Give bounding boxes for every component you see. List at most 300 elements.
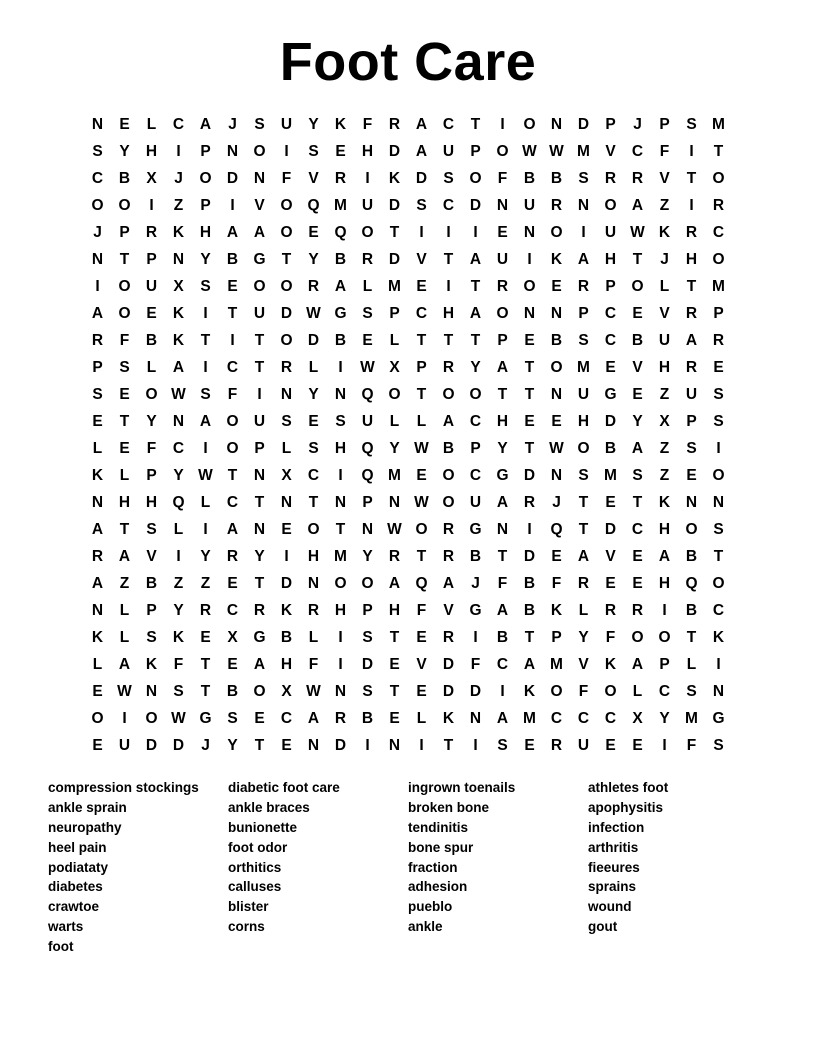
grid-letter[interactable]: R (226, 548, 239, 565)
grid-letter[interactable]: N (226, 143, 239, 160)
grid-letter[interactable]: Y (389, 440, 400, 457)
grid-letter[interactable]: B (334, 332, 347, 349)
grid-letter[interactable]: E (254, 710, 265, 727)
grid-letter[interactable]: N (523, 305, 536, 322)
grid-letter[interactable]: S (686, 440, 697, 457)
grid-letter[interactable]: R (307, 602, 320, 619)
grid-letter[interactable]: N (253, 170, 266, 187)
grid-letter[interactable]: T (254, 494, 265, 511)
grid-letter[interactable]: J (633, 116, 642, 133)
grid-letter[interactable]: K (550, 251, 563, 268)
grid-letter[interactable]: Q (685, 575, 698, 592)
grid-letter[interactable]: B (361, 710, 374, 727)
grid-letter[interactable]: N (91, 602, 104, 619)
grid-letter[interactable]: N (91, 494, 104, 511)
grid-letter[interactable]: S (362, 629, 373, 646)
grid-letter[interactable]: I (284, 143, 289, 160)
grid-letter[interactable]: R (442, 548, 455, 565)
grid-letter[interactable]: M (388, 278, 401, 295)
grid-letter[interactable]: W (306, 305, 321, 322)
grid-letter[interactable]: D (280, 305, 293, 322)
grid-letter[interactable]: K (442, 710, 455, 727)
grid-letter[interactable]: K (145, 656, 158, 673)
grid-letter[interactable]: W (360, 359, 375, 376)
grid-letter[interactable]: N (334, 494, 347, 511)
grid-letter[interactable]: P (470, 143, 481, 160)
grid-letter[interactable]: T (524, 629, 535, 646)
grid-letter[interactable]: E (632, 386, 643, 403)
grid-letter[interactable]: K (658, 494, 671, 511)
grid-letter[interactable]: T (416, 332, 427, 349)
grid-letter[interactable]: F (362, 116, 373, 133)
grid-letter[interactable]: R (604, 602, 617, 619)
grid-letter[interactable]: I (473, 224, 478, 241)
grid-letter[interactable]: O (496, 143, 509, 160)
grid-letter[interactable]: C (496, 656, 509, 673)
grid-letter[interactable]: E (632, 305, 643, 322)
grid-letter[interactable]: E (227, 575, 238, 592)
grid-letter[interactable]: W (630, 224, 645, 241)
grid-letter[interactable]: E (632, 548, 643, 565)
grid-letter[interactable]: R (442, 521, 455, 538)
grid-letter[interactable]: R (577, 575, 590, 592)
grid-letter[interactable]: F (281, 170, 292, 187)
grid-letter[interactable]: L (659, 278, 670, 295)
grid-letter[interactable]: C (280, 710, 293, 727)
grid-letter[interactable]: S (308, 143, 319, 160)
grid-letter[interactable]: X (173, 278, 184, 295)
grid-letter[interactable]: W (387, 521, 402, 538)
grid-letter[interactable]: X (281, 683, 292, 700)
grid-letter[interactable]: E (605, 737, 616, 754)
grid-letter[interactable]: S (416, 197, 427, 214)
grid-letter[interactable]: V (578, 656, 589, 673)
grid-letter[interactable]: B (334, 251, 347, 268)
grid-letter[interactable]: E (605, 494, 616, 511)
grid-letter[interactable]: L (308, 629, 319, 646)
grid-letter[interactable]: Z (659, 386, 670, 403)
grid-letter[interactable]: L (416, 413, 427, 430)
grid-letter[interactable]: L (308, 359, 319, 376)
grid-letter[interactable]: K (172, 224, 185, 241)
grid-letter[interactable]: O (523, 278, 536, 295)
grid-letter[interactable]: S (281, 413, 292, 430)
grid-letter[interactable]: X (389, 359, 400, 376)
grid-letter[interactable]: T (119, 521, 130, 538)
grid-letter[interactable]: E (416, 629, 427, 646)
grid-letter[interactable]: L (119, 467, 130, 484)
grid-letter[interactable]: T (200, 332, 211, 349)
grid-letter[interactable]: V (416, 251, 427, 268)
grid-letter[interactable]: T (416, 548, 427, 565)
grid-letter[interactable]: L (686, 656, 697, 673)
grid-letter[interactable]: N (361, 521, 374, 538)
grid-letter[interactable]: N (172, 413, 185, 430)
grid-letter[interactable]: Q (334, 224, 347, 241)
grid-letter[interactable]: H (496, 413, 509, 430)
grid-letter[interactable]: E (92, 737, 103, 754)
grid-letter[interactable]: T (254, 332, 265, 349)
grid-letter[interactable]: J (552, 494, 561, 511)
grid-letter[interactable]: M (550, 656, 563, 673)
grid-letter[interactable]: T (443, 251, 454, 268)
grid-letter[interactable]: O (253, 683, 266, 700)
grid-letter[interactable]: T (713, 143, 724, 160)
grid-letter[interactable]: R (712, 332, 725, 349)
grid-letter[interactable]: F (416, 602, 427, 619)
grid-letter[interactable]: B (550, 332, 563, 349)
grid-letter[interactable]: C (415, 305, 428, 322)
grid-letter[interactable]: S (713, 386, 724, 403)
grid-letter[interactable]: G (469, 521, 482, 538)
grid-letter[interactable]: U (496, 251, 509, 268)
grid-letter[interactable]: N (280, 494, 293, 511)
grid-letter[interactable]: O (604, 683, 617, 700)
grid-letter[interactable]: N (172, 251, 185, 268)
grid-letter[interactable]: R (523, 494, 536, 511)
grid-letter[interactable]: C (604, 305, 617, 322)
grid-letter[interactable]: U (253, 305, 266, 322)
grid-letter[interactable]: S (119, 359, 130, 376)
grid-letter[interactable]: H (388, 602, 401, 619)
grid-letter[interactable]: A (253, 656, 266, 673)
grid-letter[interactable]: D (604, 521, 617, 538)
grid-letter[interactable]: B (496, 629, 509, 646)
grid-letter[interactable]: Y (497, 440, 508, 457)
grid-letter[interactable]: L (146, 359, 157, 376)
grid-letter[interactable]: T (686, 170, 697, 187)
grid-letter[interactable]: O (712, 170, 725, 187)
grid-letter[interactable]: R (442, 359, 455, 376)
grid-letter[interactable]: F (578, 683, 589, 700)
grid-letter[interactable]: P (659, 656, 670, 673)
grid-letter[interactable]: J (93, 224, 102, 241)
grid-letter[interactable]: T (119, 251, 130, 268)
grid-letter[interactable]: E (713, 359, 724, 376)
grid-letter[interactable]: B (118, 170, 131, 187)
grid-letter[interactable]: Y (173, 602, 184, 619)
grid-letter[interactable]: D (469, 197, 482, 214)
grid-letter[interactable]: C (550, 710, 563, 727)
grid-letter[interactable]: J (228, 116, 237, 133)
grid-letter[interactable]: F (227, 386, 238, 403)
grid-letter[interactable]: O (631, 278, 644, 295)
grid-letter[interactable]: V (308, 170, 319, 187)
grid-letter[interactable]: F (470, 656, 481, 673)
grid-letter[interactable]: H (280, 656, 293, 673)
grid-letter[interactable]: E (632, 575, 643, 592)
grid-letter[interactable]: T (578, 494, 589, 511)
grid-letter[interactable]: C (469, 467, 482, 484)
grid-letter[interactable]: R (334, 170, 347, 187)
grid-letter[interactable]: C (226, 359, 239, 376)
grid-letter[interactable]: M (334, 197, 347, 214)
grid-letter[interactable]: T (416, 386, 427, 403)
grid-letter[interactable]: P (605, 116, 616, 133)
grid-letter[interactable]: T (443, 332, 454, 349)
grid-letter[interactable]: Z (119, 575, 130, 592)
grid-letter[interactable]: I (176, 548, 181, 565)
grid-letter[interactable]: N (334, 683, 347, 700)
grid-letter[interactable]: A (172, 359, 185, 376)
grid-letter[interactable]: B (145, 575, 158, 592)
grid-letter[interactable]: N (91, 251, 104, 268)
grid-letter[interactable]: S (173, 683, 184, 700)
grid-letter[interactable]: C (469, 413, 482, 430)
grid-letter[interactable]: E (551, 413, 562, 430)
grid-letter[interactable]: T (524, 440, 535, 457)
grid-letter[interactable]: O (442, 467, 455, 484)
grid-letter[interactable]: W (198, 467, 213, 484)
grid-letter[interactable]: T (578, 521, 589, 538)
grid-letter[interactable]: S (686, 116, 697, 133)
grid-letter[interactable]: I (527, 521, 532, 538)
grid-letter[interactable]: S (578, 467, 589, 484)
grid-letter[interactable]: I (473, 629, 478, 646)
grid-letter[interactable]: R (685, 359, 698, 376)
grid-letter[interactable]: H (145, 143, 158, 160)
grid-letter[interactable]: M (577, 359, 590, 376)
grid-letter[interactable]: F (659, 143, 670, 160)
grid-letter[interactable]: E (524, 332, 535, 349)
grid-letter[interactable]: K (658, 224, 671, 241)
grid-letter[interactable]: S (713, 737, 724, 754)
grid-letter[interactable]: S (362, 305, 373, 322)
grid-letter[interactable]: O (550, 683, 563, 700)
grid-letter[interactable]: H (118, 494, 131, 511)
grid-letter[interactable]: U (604, 224, 617, 241)
grid-letter[interactable]: U (577, 386, 590, 403)
grid-letter[interactable]: E (389, 656, 400, 673)
grid-letter[interactable]: P (470, 440, 481, 457)
grid-letter[interactable]: S (146, 629, 157, 646)
grid-letter[interactable]: T (632, 494, 643, 511)
grid-letter[interactable]: A (91, 305, 104, 322)
grid-letter[interactable]: S (146, 521, 157, 538)
grid-letter[interactable]: A (496, 359, 509, 376)
grid-letter[interactable]: O (442, 494, 455, 511)
grid-letter[interactable]: W (171, 710, 186, 727)
grid-letter[interactable]: A (91, 521, 104, 538)
grid-letter[interactable]: M (712, 278, 725, 295)
grid-letter[interactable]: L (146, 116, 157, 133)
grid-letter[interactable]: P (362, 602, 373, 619)
grid-letter[interactable]: P (605, 278, 616, 295)
grid-letter[interactable]: K (604, 656, 617, 673)
grid-letter[interactable]: E (227, 278, 238, 295)
grid-letter[interactable]: I (203, 440, 208, 457)
grid-letter[interactable]: R (388, 116, 401, 133)
grid-letter[interactable]: U (523, 197, 536, 214)
grid-letter[interactable]: L (362, 278, 373, 295)
grid-letter[interactable]: J (201, 737, 210, 754)
grid-letter[interactable]: J (471, 575, 480, 592)
grid-letter[interactable]: Y (200, 251, 211, 268)
grid-letter[interactable]: Z (659, 197, 670, 214)
grid-letter[interactable]: I (662, 737, 667, 754)
grid-letter[interactable]: H (307, 548, 320, 565)
grid-letter[interactable]: O (550, 359, 563, 376)
grid-letter[interactable]: R (145, 224, 158, 241)
grid-letter[interactable]: O (361, 224, 374, 241)
grid-letter[interactable]: R (361, 251, 374, 268)
grid-letter[interactable]: S (686, 683, 697, 700)
grid-letter[interactable]: I (500, 116, 505, 133)
grid-letter[interactable]: A (469, 251, 482, 268)
grid-letter[interactable]: N (712, 494, 725, 511)
grid-letter[interactable]: C (631, 143, 644, 160)
grid-letter[interactable]: G (604, 386, 617, 403)
grid-letter[interactable]: M (334, 548, 347, 565)
grid-letter[interactable]: S (200, 278, 211, 295)
grid-letter[interactable]: V (659, 170, 670, 187)
grid-letter[interactable]: N (280, 386, 293, 403)
grid-letter[interactable]: A (631, 656, 644, 673)
grid-letter[interactable]: I (527, 251, 532, 268)
grid-letter[interactable]: T (470, 116, 481, 133)
grid-letter[interactable]: D (361, 656, 374, 673)
grid-letter[interactable]: X (146, 170, 157, 187)
grid-letter[interactable]: O (280, 332, 293, 349)
grid-letter[interactable]: H (577, 413, 590, 430)
grid-letter[interactable]: G (199, 710, 212, 727)
grid-letter[interactable]: P (200, 143, 211, 160)
grid-letter[interactable]: V (146, 548, 157, 565)
grid-letter[interactable]: J (174, 170, 183, 187)
grid-letter[interactable]: O (550, 224, 563, 241)
grid-letter[interactable]: N (388, 737, 401, 754)
grid-letter[interactable]: I (716, 440, 721, 457)
grid-letter[interactable]: D (388, 251, 401, 268)
grid-letter[interactable]: C (226, 602, 239, 619)
grid-letter[interactable]: X (632, 710, 643, 727)
grid-letter[interactable]: S (335, 413, 346, 430)
grid-letter[interactable]: O (685, 521, 698, 538)
grid-letter[interactable]: G (253, 629, 266, 646)
grid-letter[interactable]: C (712, 602, 725, 619)
grid-letter[interactable]: O (226, 413, 239, 430)
grid-letter[interactable]: Q (361, 386, 374, 403)
grid-letter[interactable]: L (281, 440, 292, 457)
grid-letter[interactable]: B (523, 170, 536, 187)
grid-letter[interactable]: D (604, 413, 617, 430)
grid-letter[interactable]: A (685, 332, 698, 349)
grid-letter[interactable]: C (658, 683, 671, 700)
grid-letter[interactable]: O (118, 305, 131, 322)
grid-letter[interactable]: W (306, 683, 321, 700)
grid-letter[interactable]: B (226, 683, 239, 700)
grid-letter[interactable]: W (414, 440, 429, 457)
grid-letter[interactable]: V (605, 143, 616, 160)
grid-letter[interactable]: A (496, 710, 509, 727)
grid-letter[interactable]: T (335, 521, 346, 538)
grid-letter[interactable]: L (119, 602, 130, 619)
grid-letter[interactable]: W (414, 494, 429, 511)
grid-letter[interactable]: I (365, 170, 370, 187)
grid-letter[interactable]: A (442, 575, 455, 592)
grid-letter[interactable]: A (91, 575, 104, 592)
grid-letter[interactable]: L (92, 656, 103, 673)
grid-letter[interactable]: E (416, 278, 427, 295)
grid-letter[interactable]: D (388, 197, 401, 214)
grid-letter[interactable]: Y (146, 413, 157, 430)
grid-letter[interactable]: O (118, 278, 131, 295)
grid-letter[interactable]: U (469, 494, 482, 511)
grid-letter[interactable]: A (658, 548, 671, 565)
grid-letter[interactable]: B (523, 602, 536, 619)
grid-letter[interactable]: I (338, 629, 343, 646)
grid-letter[interactable]: L (578, 602, 589, 619)
grid-letter[interactable]: T (281, 251, 292, 268)
grid-letter[interactable]: I (662, 602, 667, 619)
grid-letter[interactable]: V (416, 656, 427, 673)
grid-letter[interactable]: I (689, 197, 694, 214)
grid-letter[interactable]: K (334, 116, 347, 133)
grid-letter[interactable]: U (658, 332, 671, 349)
grid-letter[interactable]: O (415, 521, 428, 538)
grid-letter[interactable]: W (117, 683, 132, 700)
grid-letter[interactable]: E (551, 278, 562, 295)
grid-letter[interactable]: I (203, 521, 208, 538)
grid-letter[interactable]: F (686, 737, 697, 754)
grid-letter[interactable]: Y (308, 251, 319, 268)
grid-letter[interactable]: K (388, 170, 401, 187)
grid-letter[interactable]: B (523, 575, 536, 592)
grid-letter[interactable]: N (91, 116, 104, 133)
grid-letter[interactable]: Y (254, 548, 265, 565)
grid-letter[interactable]: A (334, 278, 347, 295)
grid-letter[interactable]: R (577, 278, 590, 295)
grid-letter[interactable]: X (227, 629, 238, 646)
grid-letter[interactable]: P (200, 197, 211, 214)
grid-letter[interactable]: E (308, 224, 319, 241)
grid-letter[interactable]: R (712, 197, 725, 214)
grid-letter[interactable]: X (659, 413, 670, 430)
grid-letter[interactable]: T (389, 629, 400, 646)
grid-letter[interactable]: I (716, 656, 721, 673)
grid-letter[interactable]: E (119, 440, 130, 457)
grid-letter[interactable]: A (253, 224, 266, 241)
grid-letter[interactable]: I (419, 737, 424, 754)
grid-letter[interactable]: C (307, 467, 320, 484)
grid-letter[interactable]: D (415, 170, 428, 187)
grid-letter[interactable]: U (361, 197, 374, 214)
grid-letter[interactable]: P (497, 332, 508, 349)
grid-letter[interactable]: N (307, 737, 320, 754)
grid-letter[interactable]: Q (550, 521, 563, 538)
grid-letter[interactable]: C (172, 116, 185, 133)
grid-letter[interactable]: U (118, 737, 131, 754)
grid-letter[interactable]: C (712, 224, 725, 241)
grid-letter[interactable]: E (605, 359, 616, 376)
grid-letter[interactable]: I (338, 359, 343, 376)
grid-letter[interactable]: T (470, 332, 481, 349)
grid-letter[interactable]: V (254, 197, 265, 214)
grid-letter[interactable]: R (91, 332, 104, 349)
grid-letter[interactable]: A (496, 494, 509, 511)
grid-letter[interactable]: W (522, 143, 537, 160)
grid-letter[interactable]: F (146, 440, 157, 457)
grid-letter[interactable]: R (550, 737, 563, 754)
grid-letter[interactable]: S (443, 170, 454, 187)
grid-letter[interactable]: S (92, 386, 103, 403)
grid-letter[interactable]: O (199, 170, 212, 187)
grid-letter[interactable]: F (308, 656, 319, 673)
grid-letter[interactable]: T (254, 359, 265, 376)
grid-letter[interactable]: R (685, 305, 698, 322)
grid-letter[interactable]: E (200, 629, 211, 646)
grid-letter[interactable]: Y (227, 737, 238, 754)
